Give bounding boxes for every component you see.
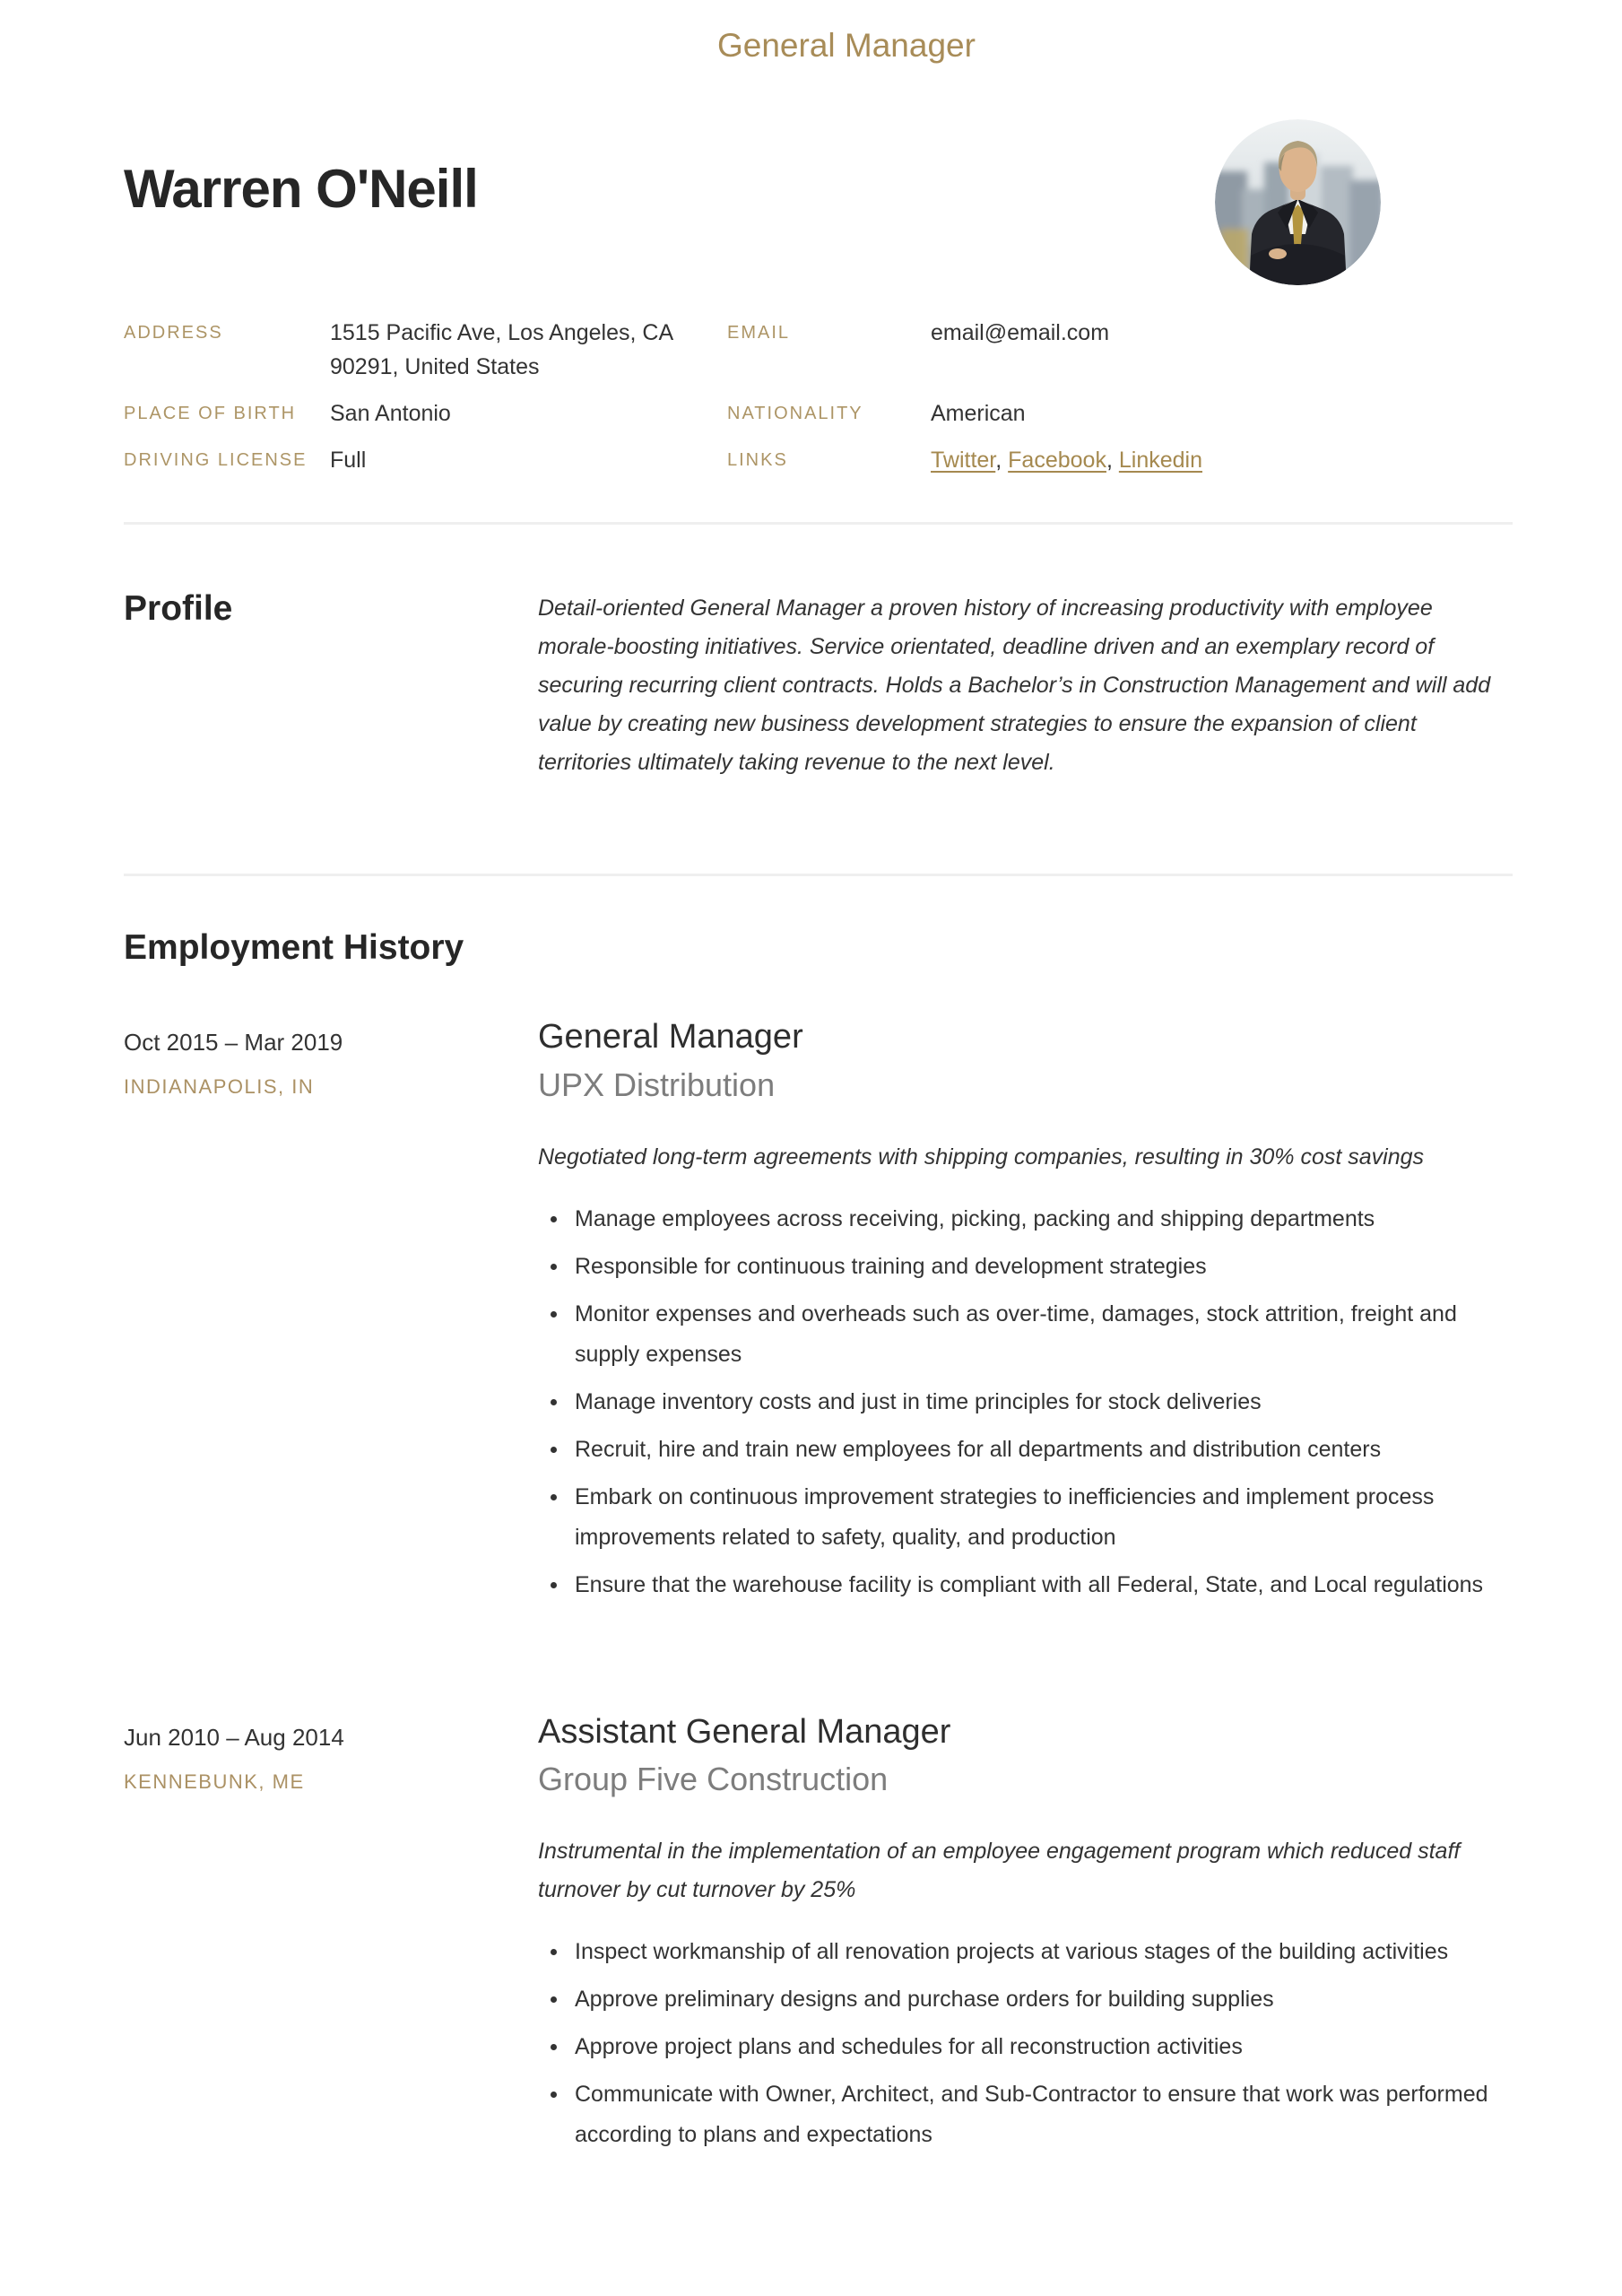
candidate-job-title: General Manager <box>717 27 976 64</box>
job-bullet: Manage employees across receiving, picking, packing and shipping departments <box>538 1199 1513 1239</box>
businessman-portrait-icon <box>1215 119 1381 285</box>
job-entry <box>124 1713 1513 2163</box>
links-separator: , <box>1106 448 1119 473</box>
job-bullet: Communicate with Owner, Architect, and Sub-Contractor to ensure that work was performed according to plans and expectations <box>538 2074 1513 2155</box>
email-value: email@email.com <box>931 320 1110 345</box>
job-bullet: Embark on continuous improvement strategies to inefficiencies and implement process improvements related to safety, quality, and production <box>538 1477 1513 1558</box>
job-bullet: Ensure that the warehouse facility is compliant with all Federal, State, and Local regulations <box>538 1565 1513 1605</box>
nationality-value: American <box>931 401 1026 426</box>
address-label: ADDRESS <box>124 323 223 343</box>
job-summary: Negotiated long-term agreements with shipping companies, resulting in 30% cost savings <box>538 1144 1425 1170</box>
links-label: LINKS <box>727 450 788 470</box>
linkedin-link[interactable]: Linkedin <box>1118 448 1202 473</box>
profile-heading: Profile <box>124 589 233 628</box>
job-body <box>538 1713 1513 2163</box>
place-of-birth-value: San Antonio <box>330 401 451 426</box>
job-bullet: Monitor expenses and overheads such as over-time, damages, stock attrition, freight and supply expenses <box>538 1294 1513 1375</box>
job-company: Group Five Construction <box>538 1761 889 1798</box>
section-divider <box>124 522 1513 525</box>
job-dates: Oct 2015 – Mar 2019 <box>124 1028 343 1056</box>
profile-section <box>124 589 1513 782</box>
job-bullet: Inspect workmanship of all renovation projects at various stages of the building activities <box>538 1932 1513 1972</box>
driving-license-label: DRIVING LICENSE <box>124 450 308 470</box>
job-bullet-list <box>538 1932 1513 2155</box>
job-bullet: Responsible for continuous training and development strategies <box>538 1247 1513 1287</box>
links-value <box>931 443 1513 477</box>
job-bullet: Recruit, hire and train new employees for all departments and distribution centers <box>538 1430 1513 1470</box>
profile-text: Detail-oriented General Manager a proven history of increasing productivity with employee morale-boosting initiatives. Service orientated, deadline driven and an exemplary record of securing recurring client contracts. Holds a Bachelor’s in Construction Management and will add value by creating new business development strategies to ensure the expansion of client territories ultimately taking revenue to the next level. <box>538 596 1491 775</box>
nationality-label: NATIONALITY <box>727 404 863 423</box>
job-body <box>538 1018 1513 1613</box>
twitter-link[interactable]: Twitter <box>931 448 996 473</box>
job-location: KENNEBUNK, ME <box>124 1770 305 1793</box>
email-label: EMAIL <box>727 323 791 343</box>
job-entry <box>124 1018 1513 1613</box>
job-meta <box>124 1018 538 1613</box>
candidate-name: Warren O'Neill <box>124 159 478 219</box>
job-bullet: Manage inventory costs and just in time principles for stock deliveries <box>538 1382 1513 1422</box>
employment-history-heading: Employment History <box>124 928 464 967</box>
job-title: Assistant General Manager <box>538 1712 951 1751</box>
job-bullet: Approve project plans and schedules for all reconstruction activities <box>538 2027 1513 2067</box>
links-separator: , <box>995 448 1009 473</box>
facebook-link[interactable]: Facebook <box>1008 448 1106 473</box>
job-dates: Jun 2010 – Aug 2014 <box>124 1723 344 1751</box>
employment-history-section <box>124 928 1513 2162</box>
job-title: General Manager <box>538 1017 803 1056</box>
job-bullet: Approve preliminary designs and purchase orders for building supplies <box>538 1979 1513 2020</box>
job-company: UPX Distribution <box>538 1065 776 1103</box>
place-of-birth-label: PLACE OF BIRTH <box>124 404 297 423</box>
driving-license-value: Full <box>330 448 367 473</box>
contact-info <box>124 316 1513 477</box>
job-bullet-list <box>538 1199 1513 1605</box>
job-summary: Instrumental in the implementation of an employee engagement program which reduced staff turnover by cut turnover by 25% <box>538 1839 1461 1903</box>
job-location: INDIANAPOLIS, IN <box>124 1074 315 1098</box>
section-divider <box>124 874 1513 876</box>
address-value: 1515 Pacific Ave, Los Angeles, CA 90291, United States <box>330 320 672 379</box>
profile-photo <box>1215 119 1381 285</box>
job-meta <box>124 1713 538 2163</box>
